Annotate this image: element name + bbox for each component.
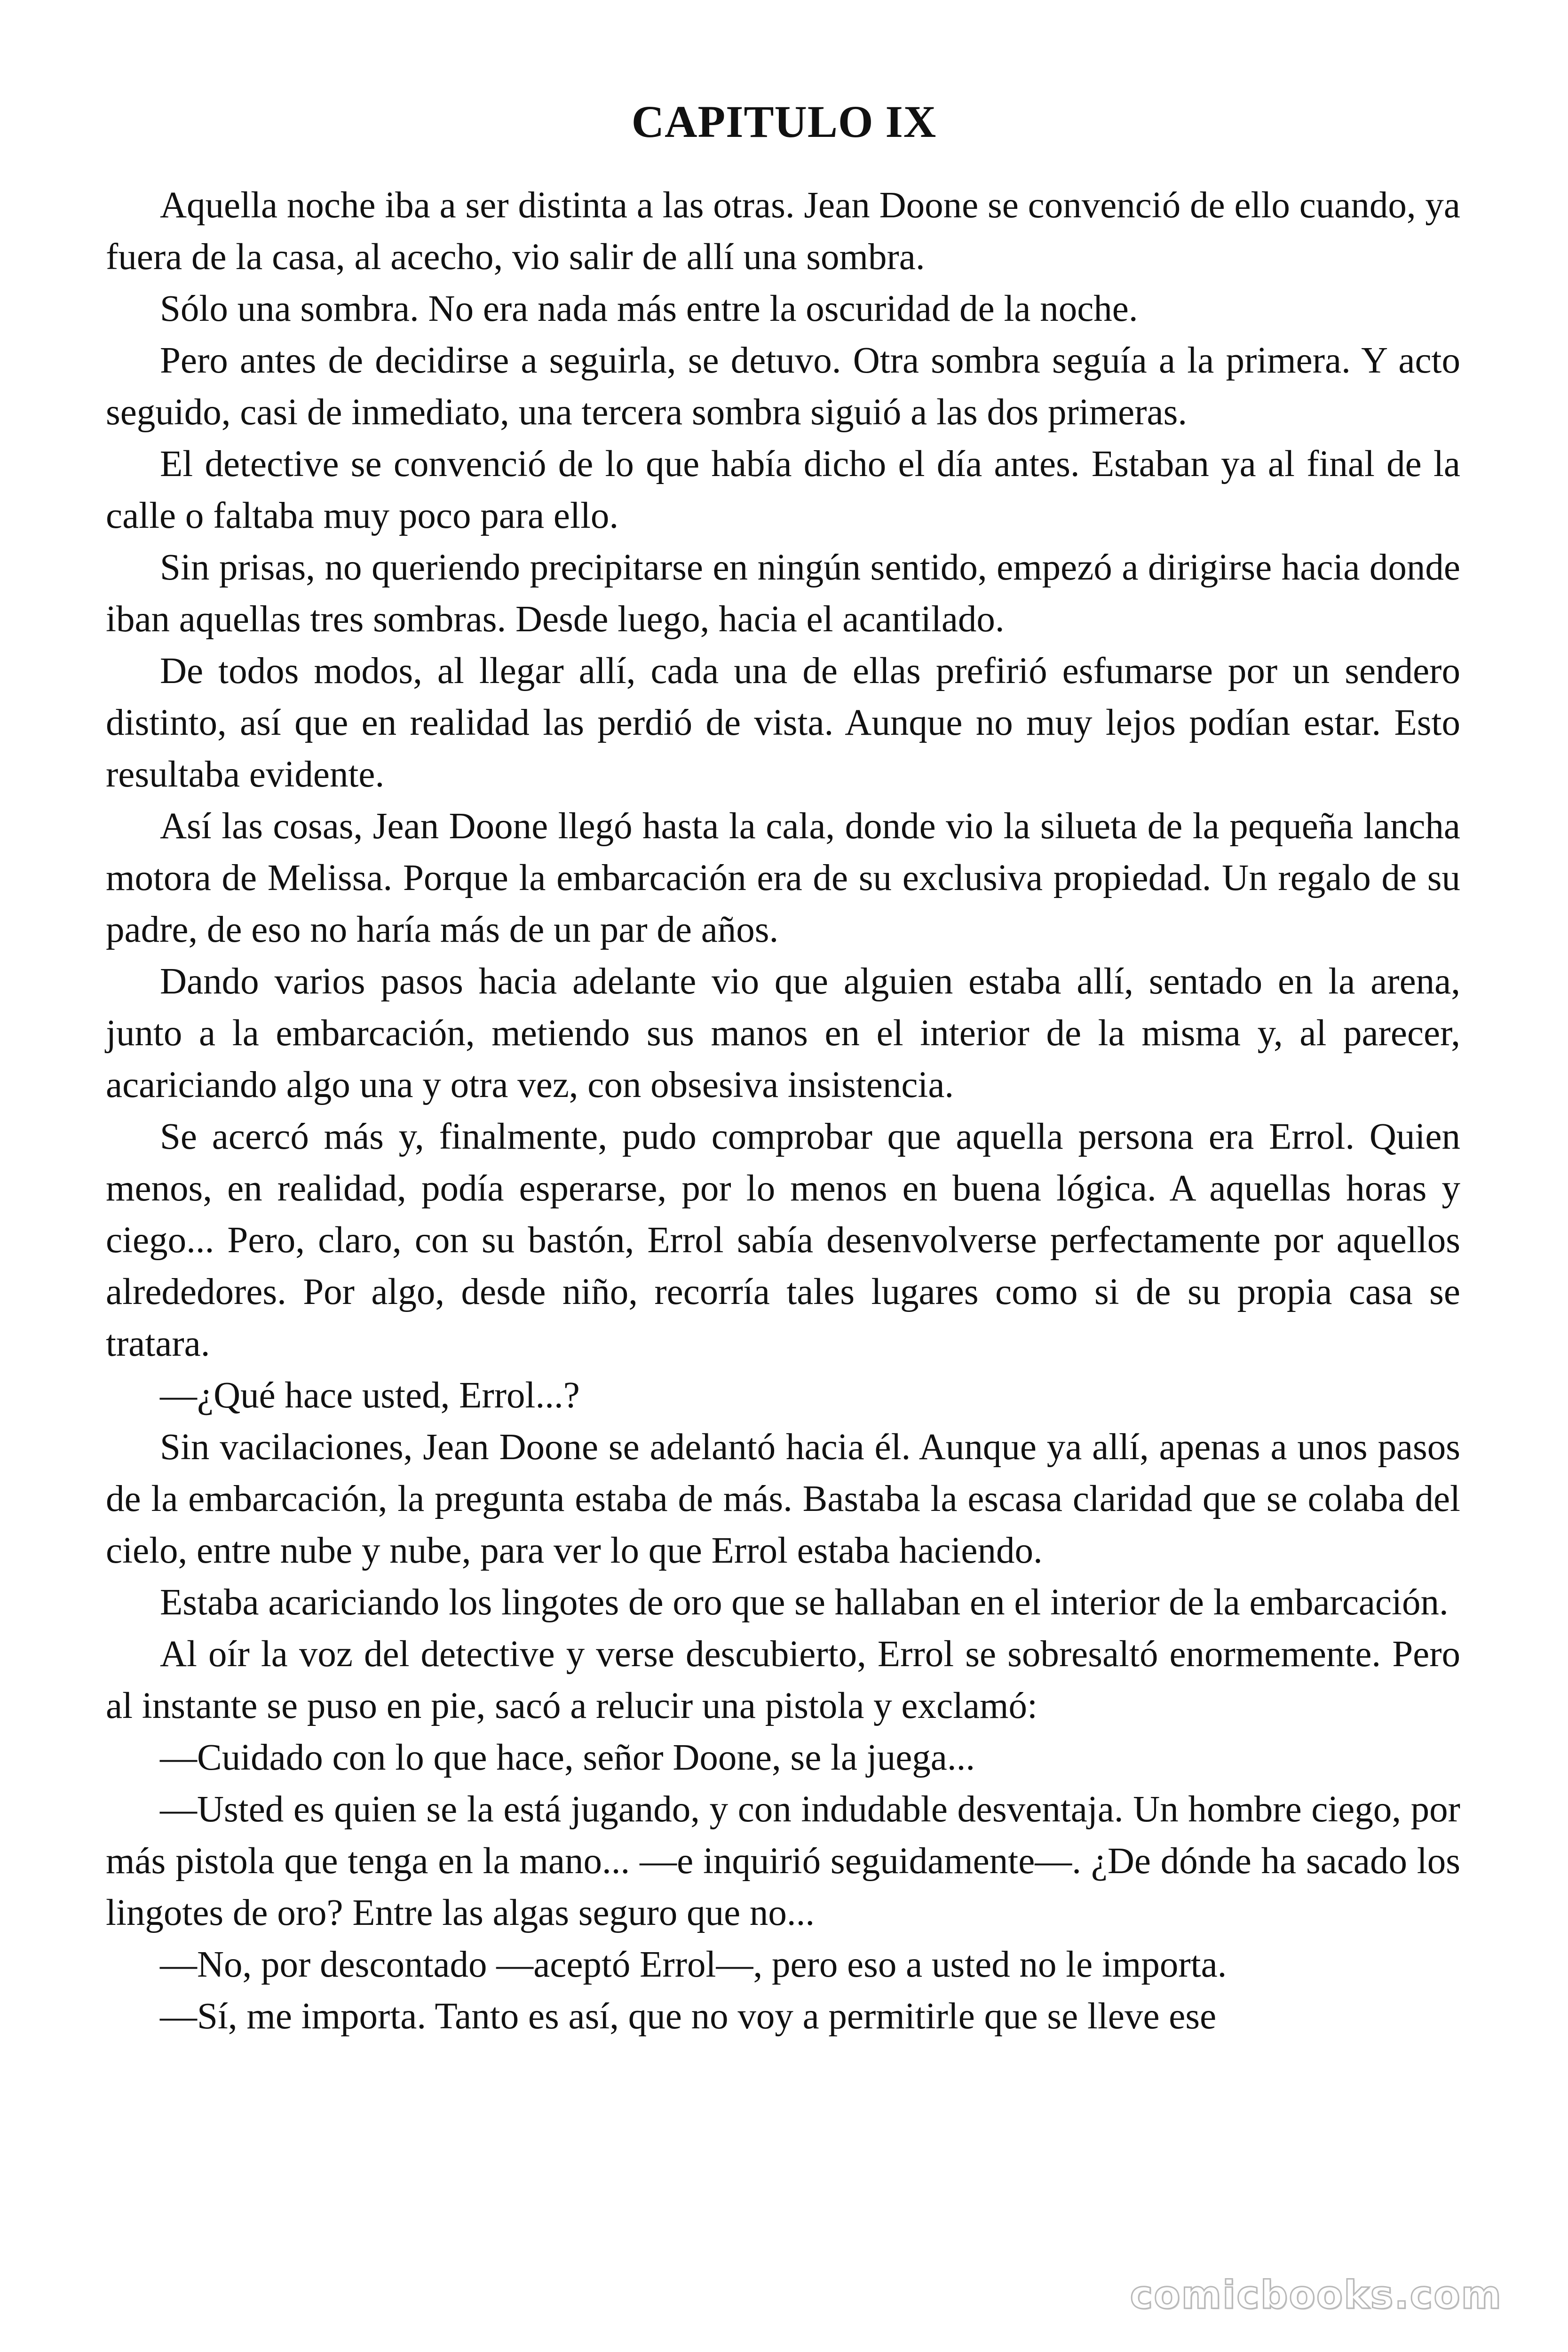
- paragraph: Sólo una sombra. No era nada más entre la oscuridad de la noche.: [160, 288, 1138, 329]
- paragraph: —¿Qué hace usted, Errol...?: [160, 1375, 580, 1416]
- paragraph: Sin prisas, no queriendo precipitarse en ningún sentido, empezó a dirigirse hacia donde iban aquellas tres sombras. Desde luego, hacia el acantilado.: [106, 547, 1460, 640]
- paragraph: Dando varios pasos hacia adelante vio que alguien estaba allí, sentado en la arena, junto a la embarcación, metiendo sus manos en el interior de la misma y, al parecer, acariciando algo una y otra vez, con obsesiva insistencia.: [106, 961, 1460, 1105]
- paragraph: Al oír la voz del detective y verse descubierto, Errol se sobresaltó enormemente. Pero al instante se puso en pie, sacó a relucir una pistola y exclamó:: [106, 1634, 1460, 1726]
- paragraph: Estaba acariciando los lingotes de oro que se hallaban en el interior de la embarcación.: [160, 1582, 1449, 1623]
- paragraph: Sin vacilaciones, Jean Doone se adelantó hacia él. Aunque ya allí, apenas a unos pasos de la embarcación, la pregunta estaba de más. Bastaba la escasa claridad que se colaba del cielo, entre nube y nube, para ver lo que Errol estaba haciendo.: [106, 1427, 1460, 1571]
- paragraph: —No, por descontado —aceptó Errol—, pero eso a usted no le importa.: [160, 1944, 1227, 1985]
- paragraph: —Cuidado con lo que hace, señor Doone, se la juega...: [160, 1737, 975, 1778]
- paragraph: —Usted es quien se la está jugando, y con indudable desventaja. Un hombre ciego, por más pistola que tenga en la mano... —e inquirió seguidamente—. ¿De dónde ha sacado los lingotes de oro? Entre las algas seguro que no...: [106, 1789, 1460, 1933]
- paragraph: Pero antes de decidirse a seguirla, se detuvo. Otra sombra seguía a la primera. Y acto seguido, casi de inmediato, una tercera sombra siguió a las dos primeras.: [106, 340, 1460, 433]
- paragraph: Aquella noche iba a ser distinta a las otras. Jean Doone se convenció de ello cuando, ya fuera de la casa, al acecho, vio salir de allí una sombra.: [106, 185, 1460, 278]
- paragraph: Así las cosas, Jean Doone llegó hasta la cala, donde vio la silueta de la pequeña lancha motora de Melissa. Porque la embarcación era de su exclusiva propiedad. Un regalo de su padre, de eso no haría más de un par de años.: [106, 806, 1460, 950]
- paragraph: —Sí, me importa. Tanto es así, que no voy a permitirle que se lleve ese: [160, 1996, 1217, 2037]
- chapter-title: CAPITULO IX: [631, 96, 937, 147]
- watermark: comicbooks.com: [1130, 2273, 1502, 2318]
- paragraph: Se acercó más y, finalmente, pudo comprobar que aquella persona era Errol. Quien menos, en realidad, podía esperarse, por lo menos en buena lógica. A aquellas horas y ciego... Pero, claro, con su bastón, Errol sabía desenvolverse perfectamente por aquellos alrededores. Por algo, desde niño, recorría tales lugares como si de su propia casa se tratara.: [106, 1116, 1460, 1364]
- chapter-body: [106, 180, 1460, 2042]
- paragraph: El detective se convenció de lo que había dicho el día antes. Estaban ya al final de la calle o faltaba muy poco para ello.: [106, 444, 1460, 536]
- paragraph: De todos modos, al llegar allí, cada una de ellas prefirió esfumarse por un sendero distinto, así que en realidad las perdió de vista. Aunque no muy lejos podían estar. Esto resultaba evidente.: [106, 651, 1460, 795]
